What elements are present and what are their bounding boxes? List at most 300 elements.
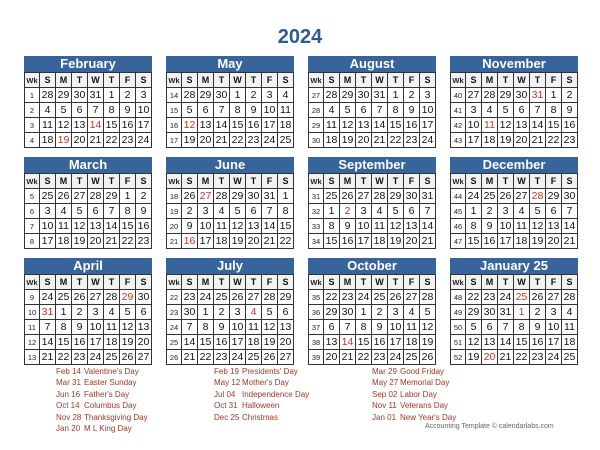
weekday-header: F <box>262 73 278 88</box>
day-cell: 29 <box>388 189 404 204</box>
holiday-name: Halloween <box>242 401 280 411</box>
day-cell: 9 <box>530 320 546 335</box>
week-number: 11 <box>25 320 40 335</box>
weekday-header: T <box>356 275 372 290</box>
day-cell: 4 <box>104 305 120 320</box>
day-cell: 18 <box>324 133 340 148</box>
weekday-header: W <box>230 174 246 189</box>
week-row <box>25 234 152 249</box>
day-cell: 5 <box>530 204 546 219</box>
weekday-header: T <box>498 73 514 88</box>
weekday-header: W <box>514 174 530 189</box>
day-cell: 24 <box>198 290 214 305</box>
holiday-item <box>214 412 372 423</box>
day-cell: 21 <box>88 133 104 148</box>
weekday-header: M <box>482 275 498 290</box>
week-row <box>25 305 152 320</box>
weekday-header: S <box>278 174 294 189</box>
day-cell: 12 <box>230 219 246 234</box>
day-cell: 14 <box>420 219 436 234</box>
weekday-header: S <box>420 275 436 290</box>
day-cell: 30 <box>136 290 152 305</box>
day-cell: 22 <box>230 133 246 148</box>
month-table <box>24 72 152 148</box>
week-header: Wk <box>167 73 182 88</box>
holiday-item <box>56 377 214 388</box>
day-cell: 18 <box>246 335 262 350</box>
day-cell: 12 <box>72 219 88 234</box>
day-cell: 18 <box>278 118 294 133</box>
week-row <box>167 88 294 103</box>
day-cell: 10 <box>262 103 278 118</box>
day-cell: 15 <box>388 118 404 133</box>
day-cell: 7 <box>262 204 278 219</box>
day-cell: 29 <box>466 305 482 320</box>
week-row <box>167 189 294 204</box>
week-header: Wk <box>25 73 40 88</box>
day-cell: 2 <box>562 88 578 103</box>
day-cell: 11 <box>324 118 340 133</box>
holiday-date: Mar 29 <box>372 367 397 376</box>
weekday-header: S <box>420 174 436 189</box>
holiday-date: Jan 01 <box>372 412 397 422</box>
day-cell: 10 <box>466 118 482 133</box>
week-row <box>451 290 578 305</box>
day-cell: 16 <box>372 335 388 350</box>
day-cell: 11 <box>404 320 420 335</box>
day-cell: 19 <box>230 234 246 249</box>
day-cell: 14 <box>498 335 514 350</box>
day-cell: 20 <box>324 350 340 365</box>
month-block <box>24 56 152 148</box>
month-block <box>24 157 152 249</box>
weekday-header: T <box>104 174 120 189</box>
day-cell: 28 <box>324 88 340 103</box>
week-row <box>25 103 152 118</box>
day-cell: 2 <box>482 204 498 219</box>
week-number: 28 <box>309 103 324 118</box>
week-number: 16 <box>167 118 182 133</box>
day-cell: 30 <box>182 305 198 320</box>
day-cell: 19 <box>340 133 356 148</box>
weekday-header: S <box>136 73 152 88</box>
week-number: 6 <box>25 204 40 219</box>
day-cell: 25 <box>246 350 262 365</box>
day-cell: 9 <box>214 320 230 335</box>
week-number: 10 <box>25 305 40 320</box>
day-cell: 23 <box>372 350 388 365</box>
day-cell: 7 <box>104 204 120 219</box>
day-cell: 10 <box>88 320 104 335</box>
day-cell: 19 <box>120 335 136 350</box>
day-cell: 4 <box>372 204 388 219</box>
week-row <box>309 320 436 335</box>
holiday-name: Columbus Day <box>84 401 137 411</box>
day-cell: 3 <box>230 305 246 320</box>
day-cell: 17 <box>466 133 482 148</box>
day-cell: 11 <box>372 219 388 234</box>
day-cell: 28 <box>482 88 498 103</box>
month-block <box>166 258 294 365</box>
day-cell: 23 <box>530 350 546 365</box>
day-cell: 1 <box>356 305 372 320</box>
day-cell: 25 <box>214 290 230 305</box>
day-cell: 22 <box>546 133 562 148</box>
day-cell: 29 <box>198 88 214 103</box>
month-title: July <box>166 258 294 274</box>
day-cell: 15 <box>356 335 372 350</box>
day-cell: 4 <box>404 305 420 320</box>
week-row <box>451 234 578 249</box>
weekday-header: S <box>562 73 578 88</box>
day-cell: 29 <box>120 290 136 305</box>
day-cell: 12 <box>56 118 72 133</box>
holiday-date: Oct 31 <box>214 401 238 411</box>
day-cell: 23 <box>404 133 420 148</box>
day-cell: 13 <box>72 118 88 133</box>
day-cell: 7 <box>530 103 546 118</box>
week-number: 45 <box>451 204 466 219</box>
day-cell: 25 <box>56 290 72 305</box>
month-title: August <box>308 56 436 72</box>
day-cell: 31 <box>40 305 56 320</box>
day-cell: 28 <box>40 88 56 103</box>
weekday-header: T <box>104 275 120 290</box>
day-cell: 8 <box>546 103 562 118</box>
day-cell: 10 <box>230 320 246 335</box>
day-cell: 16 <box>530 335 546 350</box>
holiday-item <box>56 412 214 423</box>
holiday-item <box>56 366 214 377</box>
day-cell: 10 <box>356 219 372 234</box>
day-cell: 1 <box>56 305 72 320</box>
holiday-name: Labor Day <box>400 389 437 399</box>
week-row <box>25 88 152 103</box>
week-number: 32 <box>309 204 324 219</box>
day-cell: 23 <box>136 234 152 249</box>
day-cell: 24 <box>136 133 152 148</box>
weekday-header-row <box>309 73 436 88</box>
day-cell: 9 <box>372 320 388 335</box>
month-title: April <box>24 258 152 274</box>
week-row <box>451 189 578 204</box>
holiday-name: Christmas <box>242 412 279 422</box>
week-row <box>451 320 578 335</box>
day-cell: 3 <box>262 88 278 103</box>
day-cell: 21 <box>40 350 56 365</box>
holiday-item <box>56 400 214 411</box>
day-cell: 20 <box>136 335 152 350</box>
day-cell: 17 <box>198 234 214 249</box>
day-cell: 1 <box>104 88 120 103</box>
day-cell: 27 <box>88 290 104 305</box>
day-cell: 22 <box>104 133 120 148</box>
week-number: 47 <box>451 234 466 249</box>
week-number: 44 <box>451 189 466 204</box>
day-cell: 26 <box>72 290 88 305</box>
day-cell: 30 <box>514 88 530 103</box>
day-cell: 28 <box>104 290 120 305</box>
day-cell: 20 <box>88 234 104 249</box>
day-cell: 17 <box>356 234 372 249</box>
weekday-header: W <box>230 73 246 88</box>
day-cell: 7 <box>372 103 388 118</box>
day-cell: 26 <box>262 350 278 365</box>
day-cell: 10 <box>40 219 56 234</box>
day-cell: 6 <box>72 103 88 118</box>
day-cell: 13 <box>546 219 562 234</box>
week-number: 49 <box>451 305 466 320</box>
day-cell: 6 <box>136 305 152 320</box>
week-row <box>309 305 436 320</box>
week-row <box>309 88 436 103</box>
day-cell: 28 <box>182 88 198 103</box>
day-cell: 6 <box>546 204 562 219</box>
week-number: 37 <box>309 320 324 335</box>
holiday-date: May 12 <box>214 378 241 388</box>
weekday-header: S <box>136 174 152 189</box>
weekday-header: F <box>546 73 562 88</box>
day-cell: 31 <box>372 88 388 103</box>
holiday-item <box>372 366 530 377</box>
week-row <box>451 103 578 118</box>
day-cell: 27 <box>404 290 420 305</box>
week-row <box>309 103 436 118</box>
page-title: 2024 <box>277 26 323 48</box>
week-number: 5 <box>25 189 40 204</box>
week-row <box>167 290 294 305</box>
weekday-header: S <box>40 174 56 189</box>
day-cell: 21 <box>262 234 278 249</box>
day-cell: 9 <box>72 320 88 335</box>
day-cell: 10 <box>136 103 152 118</box>
weekday-header: W <box>88 73 104 88</box>
day-cell: 25 <box>104 350 120 365</box>
day-cell: 5 <box>340 103 356 118</box>
day-cell: 21 <box>340 350 356 365</box>
day-cell: 9 <box>120 103 136 118</box>
week-number: 25 <box>167 335 182 350</box>
week-number: 31 <box>309 189 324 204</box>
weekday-header: T <box>246 275 262 290</box>
day-cell: 29 <box>340 88 356 103</box>
weekday-header: S <box>420 73 436 88</box>
day-cell: 16 <box>340 234 356 249</box>
day-cell: 22 <box>466 290 482 305</box>
month-title: May <box>166 56 294 72</box>
month-block <box>24 258 152 365</box>
weekday-header: T <box>498 275 514 290</box>
weekday-header-row <box>25 275 152 290</box>
day-cell: 15 <box>104 118 120 133</box>
day-cell: 3 <box>420 88 436 103</box>
day-cell: 17 <box>546 335 562 350</box>
day-cell: 2 <box>72 305 88 320</box>
weekday-header-row <box>451 275 578 290</box>
weekday-header: W <box>88 275 104 290</box>
day-cell: 6 <box>482 320 498 335</box>
week-number: 34 <box>309 234 324 249</box>
day-cell: 24 <box>388 350 404 365</box>
weekday-header: T <box>388 275 404 290</box>
day-cell: 7 <box>420 204 436 219</box>
week-row <box>451 335 578 350</box>
day-cell: 12 <box>340 118 356 133</box>
day-cell: 28 <box>214 189 230 204</box>
day-cell: 26 <box>120 350 136 365</box>
day-cell: 11 <box>104 320 120 335</box>
weekday-header: S <box>466 174 482 189</box>
day-cell: 2 <box>530 305 546 320</box>
week-row <box>25 118 152 133</box>
day-cell: 15 <box>56 335 72 350</box>
weekday-header: T <box>356 174 372 189</box>
week-row <box>25 204 152 219</box>
week-number: 21 <box>167 234 182 249</box>
week-number: 36 <box>309 305 324 320</box>
day-cell: 5 <box>56 103 72 118</box>
day-cell: 17 <box>262 118 278 133</box>
day-cell: 13 <box>136 320 152 335</box>
day-cell: 24 <box>88 350 104 365</box>
week-row <box>25 219 152 234</box>
holiday-date: Sep 02 <box>372 389 398 399</box>
week-number: 20 <box>167 219 182 234</box>
month-table <box>308 173 436 249</box>
day-cell: 9 <box>182 219 198 234</box>
day-cell: 12 <box>466 335 482 350</box>
month-row <box>24 258 578 365</box>
day-cell: 7 <box>214 103 230 118</box>
day-cell: 30 <box>246 189 262 204</box>
month-table <box>450 274 578 365</box>
day-cell: 20 <box>546 234 562 249</box>
day-cell: 23 <box>72 350 88 365</box>
day-cell: 3 <box>466 103 482 118</box>
day-cell: 19 <box>56 133 72 148</box>
month-title: November <box>450 56 578 72</box>
weekday-header: M <box>56 275 72 290</box>
day-cell: 21 <box>214 133 230 148</box>
weekday-header: M <box>198 73 214 88</box>
day-cell: 17 <box>136 118 152 133</box>
day-cell: 31 <box>498 305 514 320</box>
day-cell: 4 <box>214 204 230 219</box>
weekday-header-row <box>309 275 436 290</box>
holiday-name: Father's Day <box>84 389 130 399</box>
weekday-header: W <box>514 73 530 88</box>
calendar-grid <box>24 56 578 374</box>
day-cell: 2 <box>404 88 420 103</box>
day-cell: 28 <box>562 290 578 305</box>
week-row <box>451 350 578 365</box>
weekday-header: M <box>482 174 498 189</box>
day-cell: 26 <box>530 290 546 305</box>
day-cell: 25 <box>562 350 578 365</box>
day-cell: 31 <box>88 88 104 103</box>
weekday-header: T <box>104 73 120 88</box>
day-cell: 11 <box>278 103 294 118</box>
day-cell: 27 <box>136 350 152 365</box>
day-cell: 6 <box>198 103 214 118</box>
week-number: 30 <box>309 133 324 148</box>
day-cell: 3 <box>388 305 404 320</box>
holiday-item <box>214 366 372 377</box>
day-cell: 15 <box>466 234 482 249</box>
weekday-header: F <box>262 275 278 290</box>
day-cell: 1 <box>230 88 246 103</box>
weekday-header: W <box>230 275 246 290</box>
day-cell: 22 <box>56 350 72 365</box>
weekday-header: M <box>198 174 214 189</box>
day-cell: 14 <box>562 219 578 234</box>
day-cell: 26 <box>498 189 514 204</box>
month-table <box>450 173 578 249</box>
weekday-header: M <box>198 275 214 290</box>
month-block <box>450 157 578 249</box>
day-cell: 27 <box>546 290 562 305</box>
day-cell: 20 <box>356 133 372 148</box>
day-cell: 13 <box>404 219 420 234</box>
day-cell: 22 <box>388 133 404 148</box>
day-cell: 9 <box>340 219 356 234</box>
day-cell: 15 <box>230 118 246 133</box>
week-number: 26 <box>167 350 182 365</box>
week-number: 23 <box>167 305 182 320</box>
week-header: Wk <box>25 174 40 189</box>
holiday-name: Independence Day <box>242 389 310 399</box>
day-cell: 11 <box>562 320 578 335</box>
day-cell: 14 <box>372 118 388 133</box>
day-cell: 19 <box>182 133 198 148</box>
day-cell: 25 <box>514 290 530 305</box>
weekday-header-row <box>167 174 294 189</box>
day-cell: 9 <box>404 103 420 118</box>
day-cell: 11 <box>214 219 230 234</box>
day-cell: 16 <box>214 335 230 350</box>
day-cell: 4 <box>278 88 294 103</box>
day-cell: 8 <box>388 103 404 118</box>
day-cell: 29 <box>56 88 72 103</box>
day-cell: 24 <box>356 290 372 305</box>
day-cell: 27 <box>72 189 88 204</box>
day-cell: 21 <box>372 133 388 148</box>
week-header: Wk <box>167 174 182 189</box>
day-cell: 4 <box>246 305 262 320</box>
holiday-item <box>214 389 372 400</box>
weekday-header: M <box>482 73 498 88</box>
day-cell: 5 <box>72 204 88 219</box>
day-cell: 16 <box>562 118 578 133</box>
week-header: Wk <box>167 275 182 290</box>
month-title: February <box>24 56 152 72</box>
weekday-header: S <box>182 275 198 290</box>
day-cell: 8 <box>120 204 136 219</box>
day-cell: 18 <box>104 335 120 350</box>
holiday-item <box>372 412 530 423</box>
day-cell: 28 <box>262 290 278 305</box>
day-cell: 8 <box>230 103 246 118</box>
week-number: 35 <box>309 290 324 305</box>
day-cell: 8 <box>198 320 214 335</box>
day-cell: 14 <box>104 219 120 234</box>
weekday-header: S <box>466 275 482 290</box>
weekday-header: F <box>404 73 420 88</box>
week-header: Wk <box>451 73 466 88</box>
month-table <box>308 274 436 365</box>
day-cell: 21 <box>420 234 436 249</box>
day-cell: 20 <box>482 350 498 365</box>
